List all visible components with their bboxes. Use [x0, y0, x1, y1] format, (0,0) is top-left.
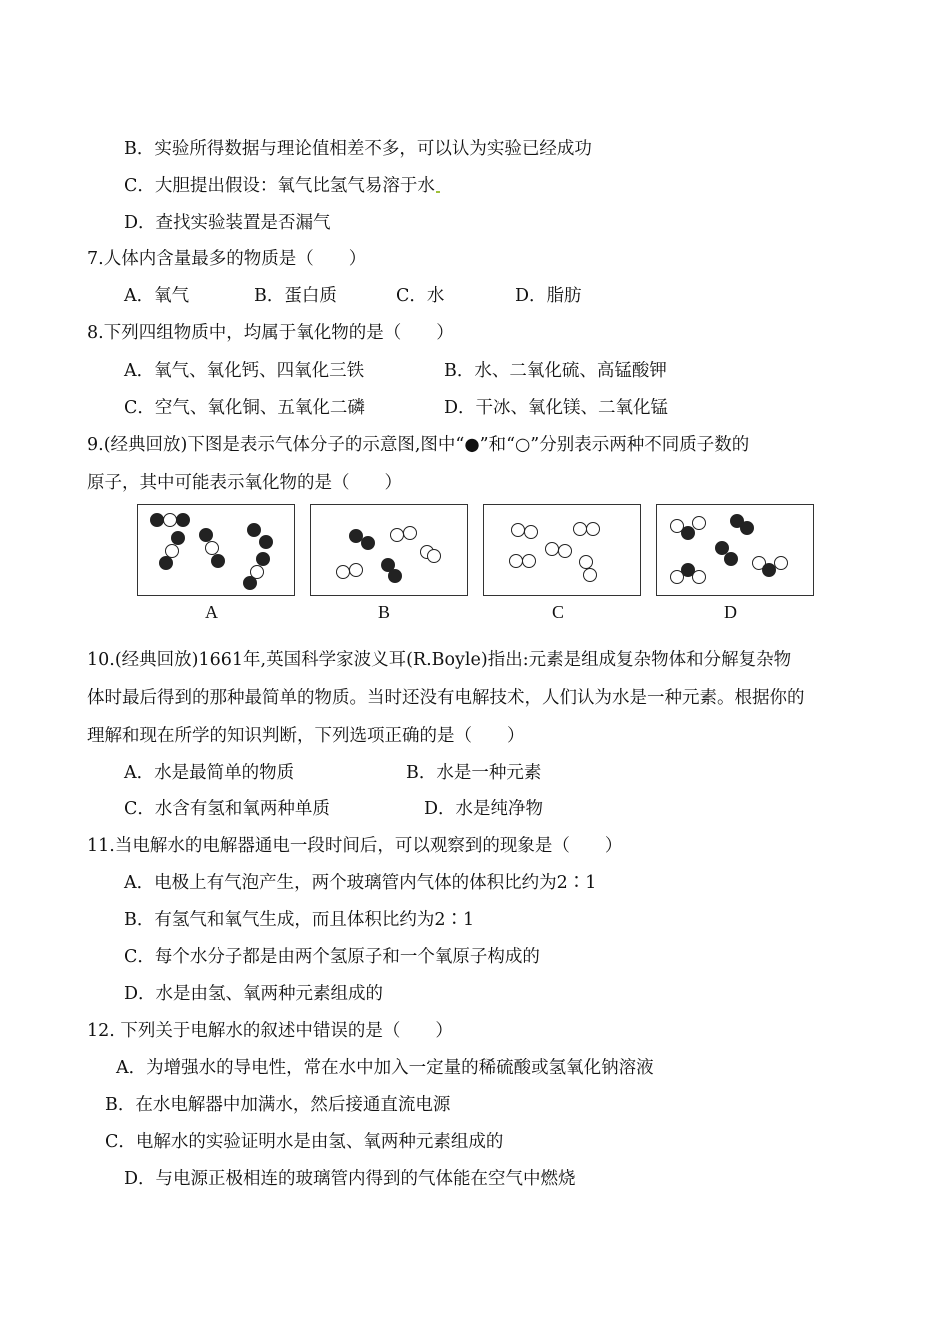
q12-stem: 12. 下列关于电解水的叙述中错误的是（ ） [87, 1021, 453, 1041]
molecule-diagram-d [657, 505, 813, 595]
q11-option-c: C．每个水分子都是由两个氢原子和一个氧原子构成的 [124, 947, 540, 967]
q10-option-d: D．水是纯净物 [424, 799, 544, 819]
q10-stem-line1: 10.(经典回放)1661年,英国科学家波义耳(R.Boyle)指出:元素是组成复杂物体和分解复杂物 [87, 650, 792, 670]
q6-option-c [124, 174, 440, 198]
q6-option-c-text: C．大胆提出假设：氧气比氢气易溶于水 [124, 176, 435, 196]
q8-option-c: C．空气、氧化铜、五氧化二磷 [124, 398, 365, 418]
q8-option-b: B．水、二氧化硫、高锰酸钾 [444, 361, 667, 381]
q6-option-d: D．查找实验装置是否漏气 [124, 213, 331, 233]
molecule-diagram-a [138, 505, 294, 595]
q11-option-d: D．水是由氢、氧两种元素组成的 [124, 984, 384, 1004]
q11-stem: 11.当电解水的电解器通电一段时间后，可以观察到的现象是（ ） [87, 836, 623, 856]
q12-option-b: B．在水电解器中加满水，然后接通直流电源 [105, 1095, 451, 1115]
q8-option-d: D．干冰、氧化镁、二氧化锰 [444, 398, 669, 418]
q7-option-a: A．氧气 [124, 286, 190, 306]
figure-label-a: A [205, 602, 218, 622]
q7-option-b: B．蛋白质 [254, 286, 337, 306]
q9-stem-line2: 原子，其中可能表示氧化物的是（ ） [87, 473, 402, 493]
q10-stem-line3: 理解和现在所学的知识判断，下列选项正确的是（ ） [87, 726, 525, 746]
molecule-diagram-c [484, 505, 640, 595]
q9-stem-line1: 9.(经典回放)下图是表示气体分子的示意图,图中“●”和“○”分别表示两种不同质子数的 [87, 435, 750, 455]
q7-stem: 7.人体内含量最多的物质是（ ） [87, 249, 367, 269]
figure-label-c: C [552, 602, 565, 622]
q8-stem: 8.下列四组物质中，均属于氧化物的是（ ） [87, 323, 454, 343]
q10-option-c: C．水含有氢和氧两种单质 [124, 799, 330, 819]
q8-option-a: A．氧气、氧化钙、四氧化三铁 [124, 361, 365, 381]
molecule-figure-d [656, 504, 814, 596]
q10-stem-line2: 体时最后得到的那种最简单的物质。当时还没有电解技术，人们认为水是一种元素。根据你的 [87, 688, 805, 708]
q12-option-a: A．为增强水的导电性，常在水中加入一定量的稀硫酸或氢氧化钠溶液 [116, 1058, 654, 1078]
q10-option-a: A．水是最简单的物质 [124, 763, 295, 783]
q7-option-c: C．水 [396, 286, 445, 306]
figure-label-d: D [724, 602, 737, 622]
q7-option-d: D．脂肪 [515, 286, 582, 306]
molecule-figure-b [310, 504, 468, 596]
q10-option-b: B．水是一种元素 [406, 763, 542, 783]
q12-option-c: C．电解水的实验证明水是由氢、氧两种元素组成的 [105, 1132, 504, 1152]
figure-label-b: B [378, 602, 391, 622]
q12-option-d: D．与电源正极相连的玻璃管内得到的气体能在空气中燃烧 [124, 1169, 576, 1189]
molecule-figure-c [483, 504, 641, 596]
spellcheck-mark [436, 191, 440, 193]
q6-option-b: B．实验所得数据与理论值相差不多，可以认为实验已经成功 [124, 139, 592, 159]
q11-option-a: A．电极上有气泡产生，两个玻璃管内气体的体积比约为2∶1 [124, 873, 597, 893]
molecule-diagram-b [311, 505, 467, 595]
q11-option-b: B．有氢气和氧气生成，而且体积比约为2∶1 [124, 910, 475, 930]
molecule-figure-a [137, 504, 295, 596]
